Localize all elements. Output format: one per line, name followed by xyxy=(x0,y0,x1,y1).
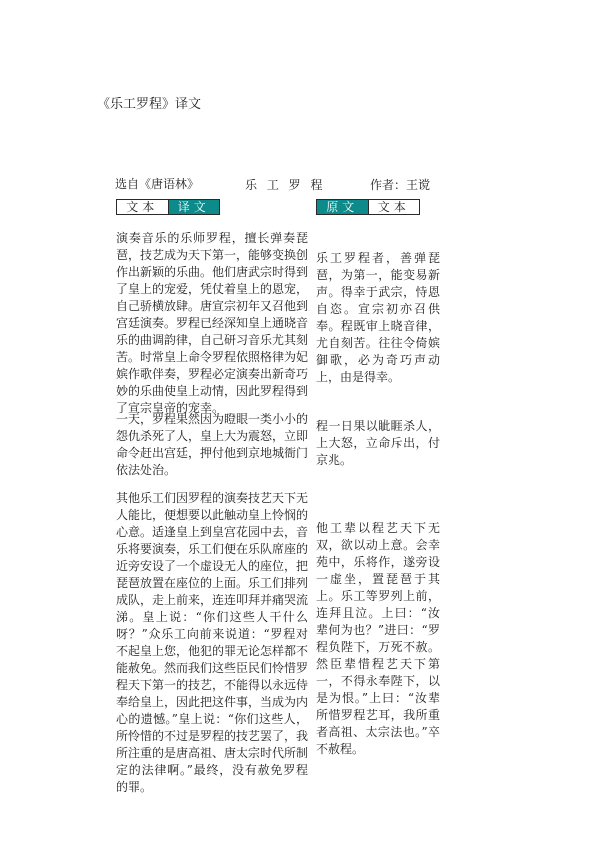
author-label: 作者：王谠 xyxy=(370,178,431,192)
original-paragraph-3: 他工辈以程艺天下无双，欲以动上意。会幸苑中，乐将作，遂旁设一虚坐，置琵琶于其上。乐工等罗列上前，连拜且泣。上曰：“汝辈何为也？”进曰：“罗程负陛下，万死不赦。然臣辈惜程艺天下第一，不得永奉陛下，以是为恨。”上曰：“汝辈所惜罗程艺耳，我所重者高祖、太宗法也。”卒不赦程。 xyxy=(316,521,440,756)
tab-group-left xyxy=(116,199,220,215)
translation-paragraph-2: 一天，罗程果然因为瞪眼一类小小的怨仇杀死了人，皇上大为震怒，立即命令赶出宫廷，押付他到京地城衙门依法处治。 xyxy=(116,412,309,477)
tab-group-right xyxy=(316,199,420,215)
translation-paragraph-3: 其他乐工们因罗程的演奏技艺天下无人能比，便想要以此触动皇上怜悯的心意。适逢皇上到皇宫花园中去，音乐将要演奏，乐工们便在乐队席座的近旁安设了一个虚设无人的座位，把琵琶放置在座位的上面。乐工们排列成队，走上前来，连连叩拜并痛哭流涕。皇上说：“你们这些人干什么呀？”众乐工向前来说道：“罗程对不起皇上您，他犯的罪无论怎样都不能赦免。然而我们这些臣民们怜惜罗程天下第一的技艺，不能得以永远侍奉给皇上，因此把这件事，当成为内心的遗憾。”皇上说：“你们这些人，所怜惜的不过是罗程的技艺罢了，我所注重的是唐高祖、唐太宗时代所制定的法律啊。”最终，没有赦免罗程的罪。 xyxy=(116,491,309,794)
tab-translation[interactable]: 译文 xyxy=(168,200,220,214)
tab-text-right[interactable]: 文本 xyxy=(368,200,420,214)
page-title: 《乐工罗程》译文 xyxy=(97,97,202,112)
tab-text-left[interactable]: 文本 xyxy=(126,200,159,214)
source-label: 选自《唐语林》 xyxy=(115,177,200,191)
tab-original[interactable]: 原文 xyxy=(317,200,368,214)
translation-paragraph-1: 演奏音乐的乐师罗程，擅长弹奏琵琶，技艺成为天下第一，能够变换创作出新颖的乐曲。他们唐武宗时得到了皇上的宠爱，凭仗着皇上的恩宠，自己骄横放肆。唐宣宗初年又召他到宫廷演奏。罗程已经深知皇上通晓音乐的曲调韵律，自己研习音乐尤其刻苦。时常皇上命令罗程依照格律为妃嫔作歌伴奏，罗程必定演奏出新奇巧妙的乐曲使皇上动情，因此罗程得到了宣宗皇帝的宠幸。 xyxy=(116,231,309,415)
original-paragraph-2: 程一日果以眦睚杀人，上大怒，立命斥出，付京兆。 xyxy=(316,419,440,467)
original-paragraph-1: 乐工罗程者，善弹琵琶，为第一，能变易新声。得幸于武宗，恃恩自恣。宣宗初亦召供奉。程既审上晓音律，尤自刻苦。往往令倚嫔御歌，必为奇巧声动上，由是得幸。 xyxy=(316,251,440,384)
poem-title: 乐 工 罗 程 xyxy=(245,178,326,192)
